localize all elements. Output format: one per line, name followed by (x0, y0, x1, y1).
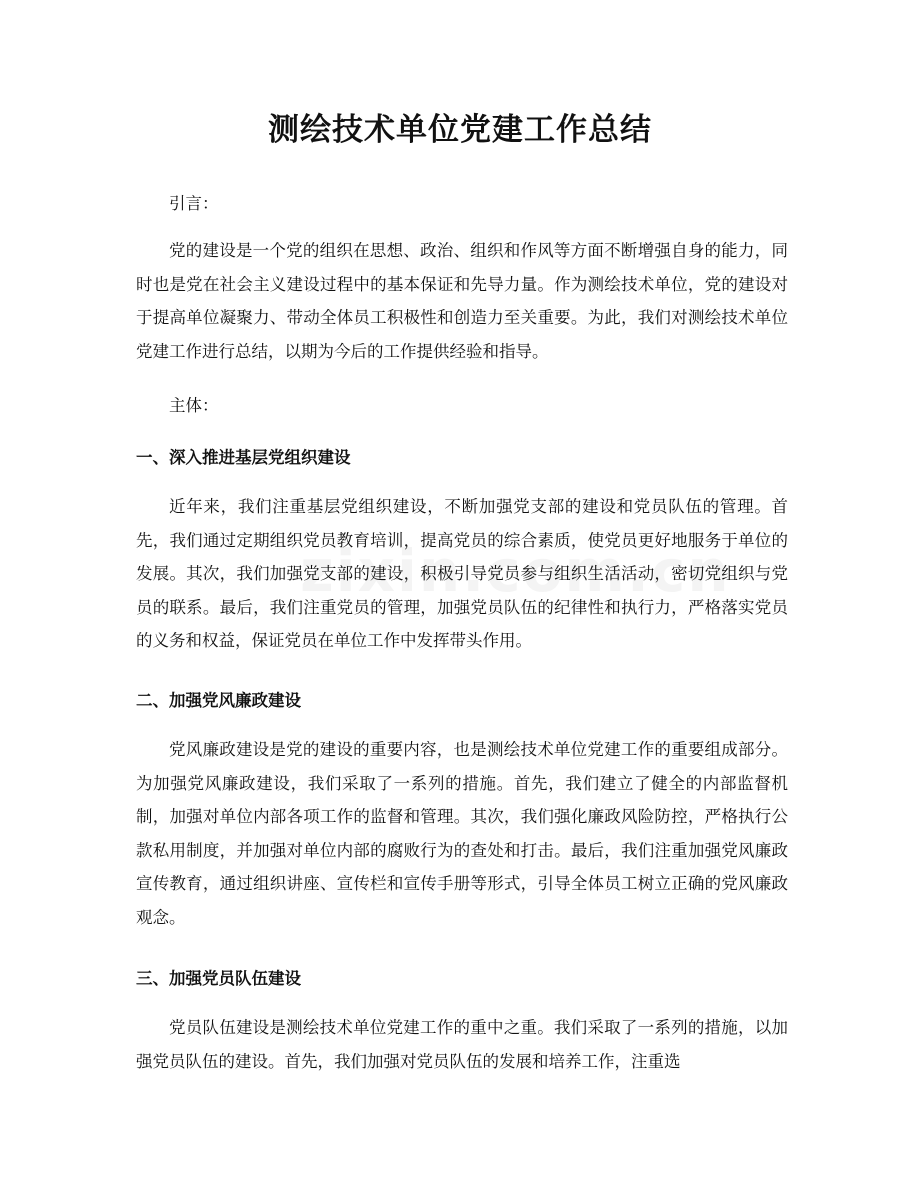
section-heading-3: 三、加强党员队伍建设 (136, 969, 301, 988)
intro-paragraph: 党的建设是一个党的组织在思想、政治、组织和作风等方面不断增强自身的能力，同时也是党在社会主义建设过程中的基本保证和先导力量。作为测绘技术单位，党的建设对于提高单位凝聚力、带动全体员工积极性和创造力至关重要。为此，我们对测绘技术单位党建工作进行总结，以期为今后的工作提供经验和指导。 (136, 241, 788, 361)
document-title: 测绘技术单位党建工作总结 (268, 112, 652, 148)
section-paragraph-3: 党员队伍建设是测绘技术单位党建工作的重中之重。我们采取了一系列的措施，以加强党员队伍的建设。首先，我们加强对党员队伍的发展和培养工作，注重选 (136, 1018, 788, 1071)
section-heading-1: 一、深入推进基层党组织建设 (136, 448, 351, 467)
body-label: 主体： (169, 396, 219, 415)
section-paragraph-2: 党风廉政建设是党的建设的重要内容，也是测绘技术单位党建工作的重要组成部分。为加强党风廉政建设，我们采取了一系列的措施。首先，我们建立了健全的内部监督机制，加强对单位内部各项工作的监督和管理。其次，我们强化廉政风险防控，严格执行公款私用制度，并加强对单位内部的腐败行为的查处和打击。最后，我们注重加强党风廉政宣传教育，通过组织讲座、宣传栏和宣传手册等形式，引导全体员工树立正确的党风廉政观念。 (136, 740, 788, 927)
section-heading-2: 二、加强党风廉政建设 (136, 691, 301, 710)
section-paragraph-1: 近年来，我们注重基层党组织建设，不断加强党支部的建设和党员队伍的管理。首先，我们通过定期组织党员教育培训，提高党员的综合素质，使党员更好地服务于单位的发展。其次，我们加强党支部的建设，积极引导党员参与组织生活活动，密切党组织与党员的联系。最后，我们注重党员的管理，加强党员队伍的纪律性和执行力，严格落实党员的义务和权益，保证党员在单位工作中发挥带头作用。 (136, 497, 788, 651)
intro-label: 引言： (169, 194, 219, 213)
